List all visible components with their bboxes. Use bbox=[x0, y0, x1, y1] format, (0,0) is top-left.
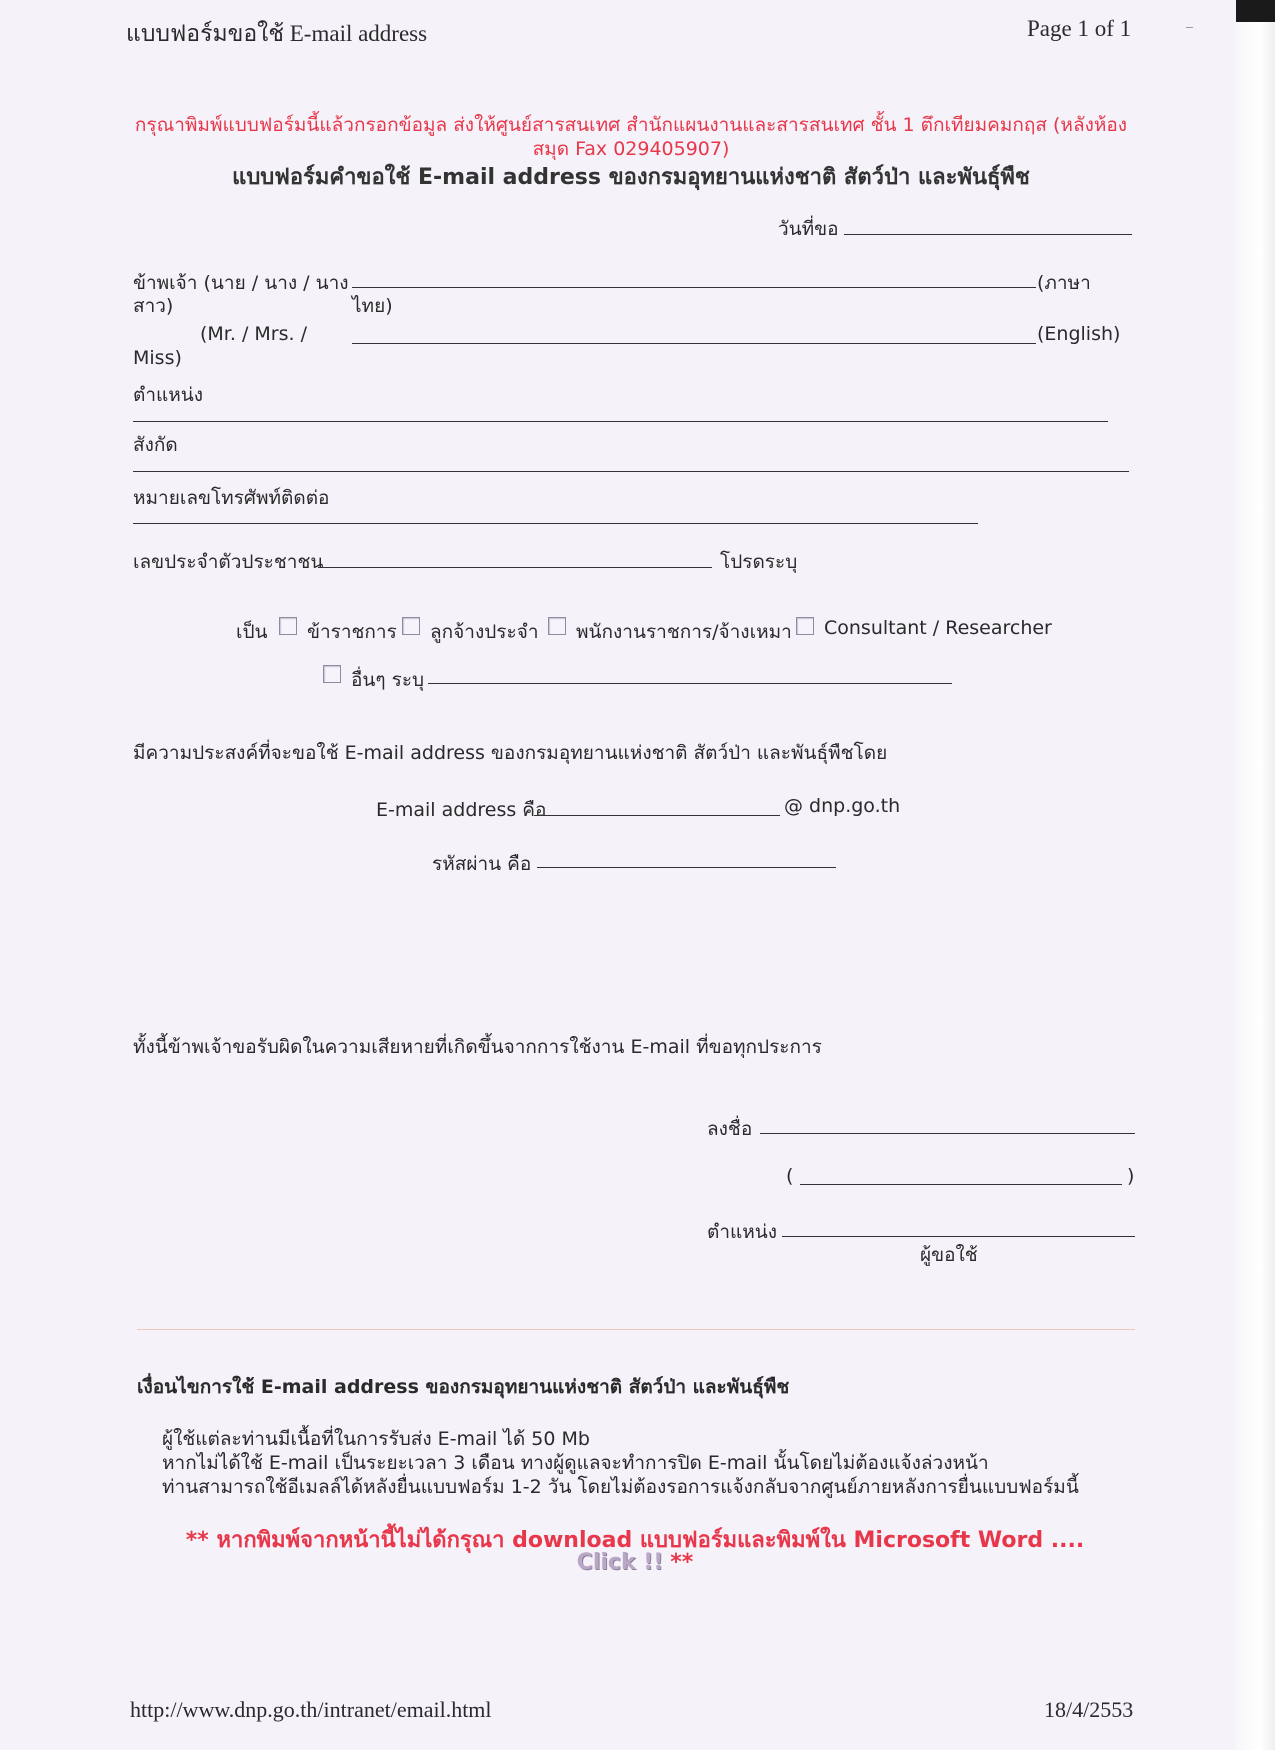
option-civil-servant: ข้าราชการ bbox=[307, 621, 397, 643]
checkbox-other[interactable] bbox=[323, 665, 341, 683]
footer-date: 18/4/2553 bbox=[1044, 1697, 1134, 1722]
request-date-field[interactable] bbox=[844, 234, 1132, 235]
page-number: Page 1 of 1 bbox=[1027, 16, 1132, 41]
footer-url: http://www.dnp.go.th/intranet/email.html bbox=[130, 1697, 492, 1722]
name-th-suffix-2: ไทย) bbox=[352, 295, 393, 317]
password-field[interactable] bbox=[537, 867, 836, 868]
signature-label: ลงชื่อ bbox=[707, 1118, 753, 1140]
condition-item-3: ท่านสามารถใช้อีเมลล์ได้หลังยื่นแบบฟอร์ม 1-2 วัน โดยไม่ต้องรอการแจ้งกลับจากศูนย์ภายหลังการยื่นแบบฟอร์มนี้ bbox=[162, 1476, 1079, 1498]
other-field[interactable] bbox=[428, 683, 952, 684]
signature-field[interactable] bbox=[760, 1133, 1135, 1134]
section-divider bbox=[137, 1329, 1135, 1330]
password-label: รหัสผ่าน คือ bbox=[432, 853, 532, 875]
name-en-suffix: (English) bbox=[1037, 323, 1121, 345]
position-field[interactable] bbox=[133, 421, 1108, 422]
citizen-id-label: เลขประจำตัวประชาชน bbox=[133, 551, 324, 573]
conditions-title: เงื่อนไขการใช้ E-mail address ของกรมอุทยานแห่งชาติ สัตว์ป่า และพันธุ์พืช bbox=[137, 1376, 790, 1398]
request-date-label: วันที่ขอ bbox=[778, 218, 839, 240]
name-th-suffix-1: (ภาษา bbox=[1037, 272, 1091, 294]
citizen-id-field[interactable] bbox=[318, 567, 712, 568]
email-domain: @ dnp.go.th bbox=[784, 795, 901, 817]
download-click-link[interactable]: Click !! bbox=[576, 1550, 664, 1575]
purpose-text: มีความประสงค์ที่จะขอใช้ E-mail address ของกรมอุทยานแห่งชาติ สัตว์ป่า และพันธุ์พืชโดย bbox=[133, 742, 888, 764]
form-title: แบบฟอร์มคำขอใช้ E-mail address ของกรมอุทยานแห่งชาติ สัตว์ป่า และพันธุ์พืช bbox=[232, 165, 1030, 190]
email-field[interactable] bbox=[534, 815, 780, 816]
download-click-row bbox=[0, 1550, 1270, 1575]
option-government-contract: พนักงานราชการ/จ้างเหมา bbox=[576, 621, 792, 643]
checkbox-civil-servant[interactable] bbox=[279, 617, 297, 635]
paren-open: ( bbox=[786, 1165, 794, 1187]
download-click-stars: ** bbox=[670, 1550, 694, 1575]
signature-position-label: ตำแหน่ง bbox=[707, 1221, 778, 1243]
option-permanent-employee: ลูกจ้างประจำ bbox=[430, 621, 539, 643]
download-note: ** หากพิมพ์จากหน้านี้ไม่ได้กรุณา download แบบฟอร์มและพิมพ์ใน Microsoft Word .... bbox=[185, 1528, 1085, 1553]
condition-item-2: หากไม่ได้ใช้ E-mail เป็นระยะเวลา 3 เดือน ทางผู้ดูแลจะทำการปิด E-mail นั้นโดยไม่ต้องแจ้งล่วงหน้า bbox=[162, 1452, 989, 1474]
affiliation-label: สังกัด bbox=[133, 434, 178, 456]
affiliation-field[interactable] bbox=[133, 471, 1129, 472]
instruction-line-2: สมุด Fax 029405907) bbox=[532, 138, 730, 160]
citizen-id-suffix: โปรดระบุ bbox=[720, 551, 798, 573]
status-label: เป็น bbox=[236, 621, 268, 643]
page-header-title: แบบฟอร์มขอใช้ E-mail address bbox=[126, 21, 428, 46]
instruction-line-1: กรุณาพิมพ์แบบฟอร์มนี้แล้วกรอกข้อมูล ส่งให้ศูนย์สารสนเทศ สำนักแผนงานและสารสนเทศ ชั้น 1 ตึกเทียมคมกฤส (หลังห้อง bbox=[134, 114, 1128, 136]
checkbox-consultant[interactable] bbox=[796, 617, 814, 635]
scan-edge bbox=[1236, 0, 1275, 1750]
option-other: อื่นๆ ระบุ bbox=[351, 669, 425, 691]
phone-label: หมายเลขโทรศัพท์ติดต่อ bbox=[133, 487, 330, 509]
option-consultant: Consultant / Researcher bbox=[824, 617, 1052, 639]
name-en-label-2: Miss) bbox=[133, 347, 182, 369]
phone-field[interactable] bbox=[133, 523, 978, 524]
email-label: E-mail address คือ bbox=[376, 799, 547, 821]
name-th-label-2: สาว) bbox=[133, 295, 174, 317]
checkbox-government-contract[interactable] bbox=[548, 617, 566, 635]
name-en-label-1: (Mr. / Mrs. / bbox=[200, 323, 307, 345]
scan-edge-shadow bbox=[1236, 0, 1275, 22]
signature-name-field[interactable] bbox=[800, 1184, 1122, 1185]
responsibility-text: ทั้งนี้ข้าพเจ้าขอรับผิดในความเสียหายที่เกิดขึ้นจากการใช้งาน E-mail ที่ขอทุกประการ bbox=[133, 1036, 822, 1058]
applicant-label: ผู้ขอใช้ bbox=[920, 1244, 978, 1266]
name-en-field[interactable] bbox=[352, 343, 1036, 344]
condition-item-1: ผู้ใช้แต่ละท่านมีเนื้อที่ในการรับส่ง E-mail ได้ 50 Mb bbox=[162, 1428, 590, 1450]
position-label: ตำแหน่ง bbox=[133, 384, 204, 406]
header-dash bbox=[1186, 27, 1193, 28]
checkbox-permanent-employee[interactable] bbox=[402, 617, 420, 635]
name-th-field[interactable] bbox=[352, 287, 1036, 288]
paren-close: ) bbox=[1127, 1165, 1135, 1187]
signature-position-field[interactable] bbox=[782, 1236, 1135, 1237]
name-th-label-1: ข้าพเจ้า (นาย / นาง / นาง bbox=[133, 272, 349, 294]
